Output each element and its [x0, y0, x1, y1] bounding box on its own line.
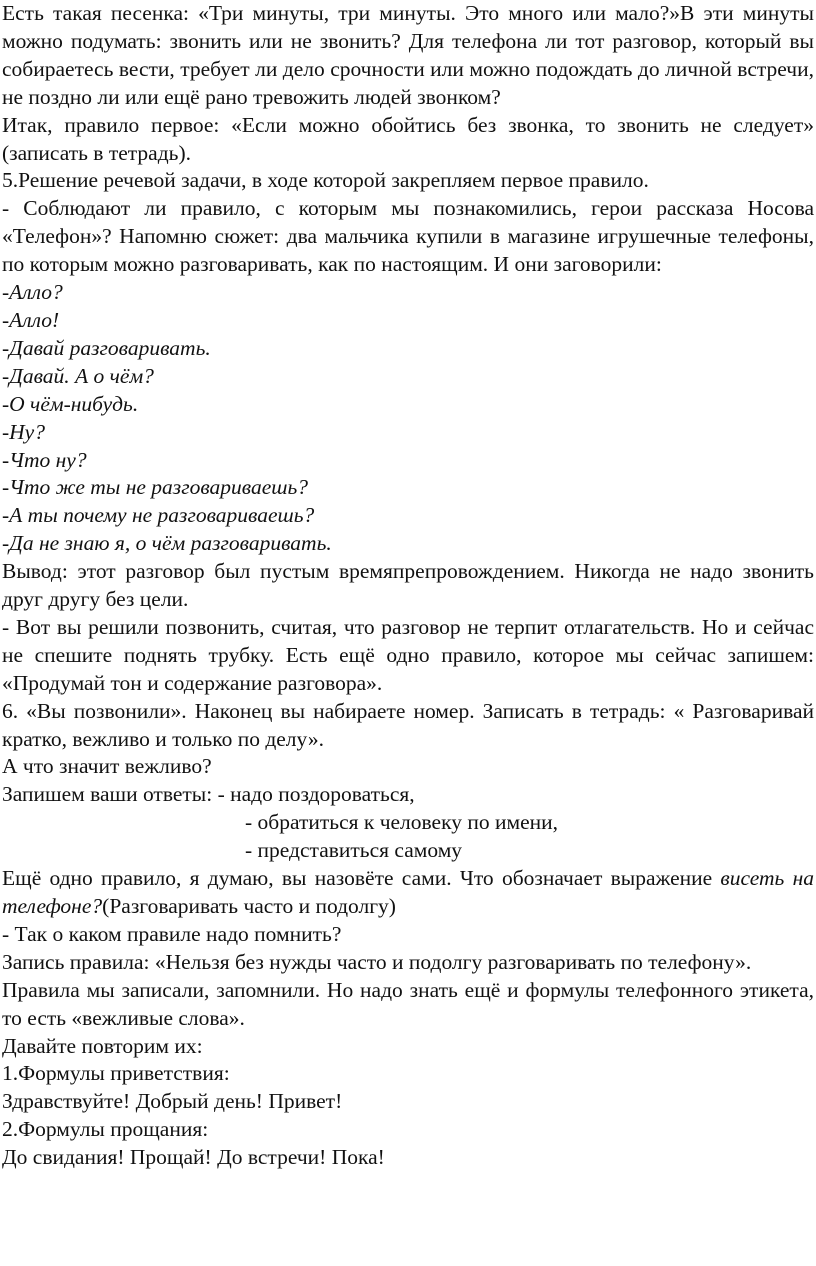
- greetings-list: Здравствуйте! Добрый день! Привет!: [2, 1089, 343, 1114]
- dialogue-line: -Да не знаю я, о чём разговаривать.: [2, 531, 332, 556]
- paragraph-task-five: 5.Решение речевой задачи, в ходе которой закрепляем первое правило.: [2, 168, 649, 193]
- dialogue-line: -Давай. А о чём?: [2, 363, 154, 388]
- rule-three-phrase: висеть на телефоне?: [2, 866, 815, 918]
- paragraph-rule-three: [2, 865, 814, 921]
- paragraph-question-polite: А что значит вежливо?: [2, 754, 212, 779]
- dialogue-line: -Что ну?: [2, 447, 87, 472]
- dialogue-line: -Что же ты не разговариваешь?: [2, 475, 309, 500]
- paragraph-rule-record: Запись правила: «Нельзя без нужды часто и подолгу разговаривать по телефону».: [2, 949, 752, 974]
- dialogue-line: -А ты почему не разговариваешь?: [2, 503, 315, 528]
- dialogue-line: -О чём-нибудь.: [2, 391, 139, 416]
- dialogue-line: -Ну?: [2, 419, 45, 444]
- paragraph-repeat: Давайте повторим их:: [2, 1033, 203, 1058]
- farewells-list: До свидания! Прощай! До встречи! Пока!: [2, 1145, 385, 1170]
- paragraph-rule-one: Итак, правило первое: «Если можно обойтись без звонка, то звонить не следует» (записать в тетрадь).: [2, 112, 814, 165]
- dialogue-line: -Алло!: [2, 307, 60, 332]
- paragraph-rule-two: - Вот вы решили позвонить, считая, что разговор не терпит отлагательств. Но и сейчас не спешите поднять трубку. Есть ещё одно правило, которое мы сейчас запишем: «Продумай тон и содержание разговора».: [2, 614, 814, 695]
- heading-greetings: 1.Формулы приветствия:: [2, 1061, 230, 1086]
- paragraph-task-six: 6. «Вы позвонили». Наконец вы набираете номер. Записать в тетрадь: « Разговаривай кратко, вежливо и только по делу».: [2, 698, 814, 751]
- dialogue-line: -Алло?: [2, 280, 63, 305]
- rule-three-text: Ещё одно правило, я думаю, вы назовёте сами. Что обозначает выражение: [2, 866, 721, 891]
- answer-item: - обратиться к человеку по имени,: [245, 810, 559, 835]
- heading-farewells: 2.Формулы прощания:: [2, 1117, 209, 1142]
- paragraph-etiquette: Правила мы записали, запомнили. Но надо знать ещё и формулы телефонного этикета, то есть «вежливые слова».: [2, 977, 814, 1030]
- paragraph-conclusion: Вывод: этот разговор был пустым времяпрепровождением. Никогда не надо звонить друг другу без цели.: [2, 559, 814, 612]
- answers-lead: Запишем ваши ответы: - надо поздороваться,: [2, 782, 415, 807]
- paragraph-question-rule: - Так о каком правиле надо помнить?: [2, 921, 342, 946]
- paragraph-song: Есть такая песенка: «Три минуты, три минуты. Это много или мало?»В эти минуты можно подумать: звонить или не звонить? Для телефона ли тот разговор, который вы собираетесь вести, требует ли дело срочности или можно подождать до личной встречи, не поздно ли или ещё рано тревожить людей звонком?: [2, 1, 814, 109]
- dialogue-line: -Давай разговаривать.: [2, 335, 211, 360]
- rule-three-answer: (Разговаривать часто и подолгу): [102, 894, 396, 918]
- paragraph-nosov-story: - Соблюдают ли правило, с которым мы познакомились, герои рассказа Носова «Телефон»? Напомню сюжет: два мальчика купили в магазине игрушечные телефоны, по которым можно разговаривать, как по настоящим. И они заговорили:: [2, 196, 814, 277]
- answer-item: - представиться самому: [245, 838, 463, 863]
